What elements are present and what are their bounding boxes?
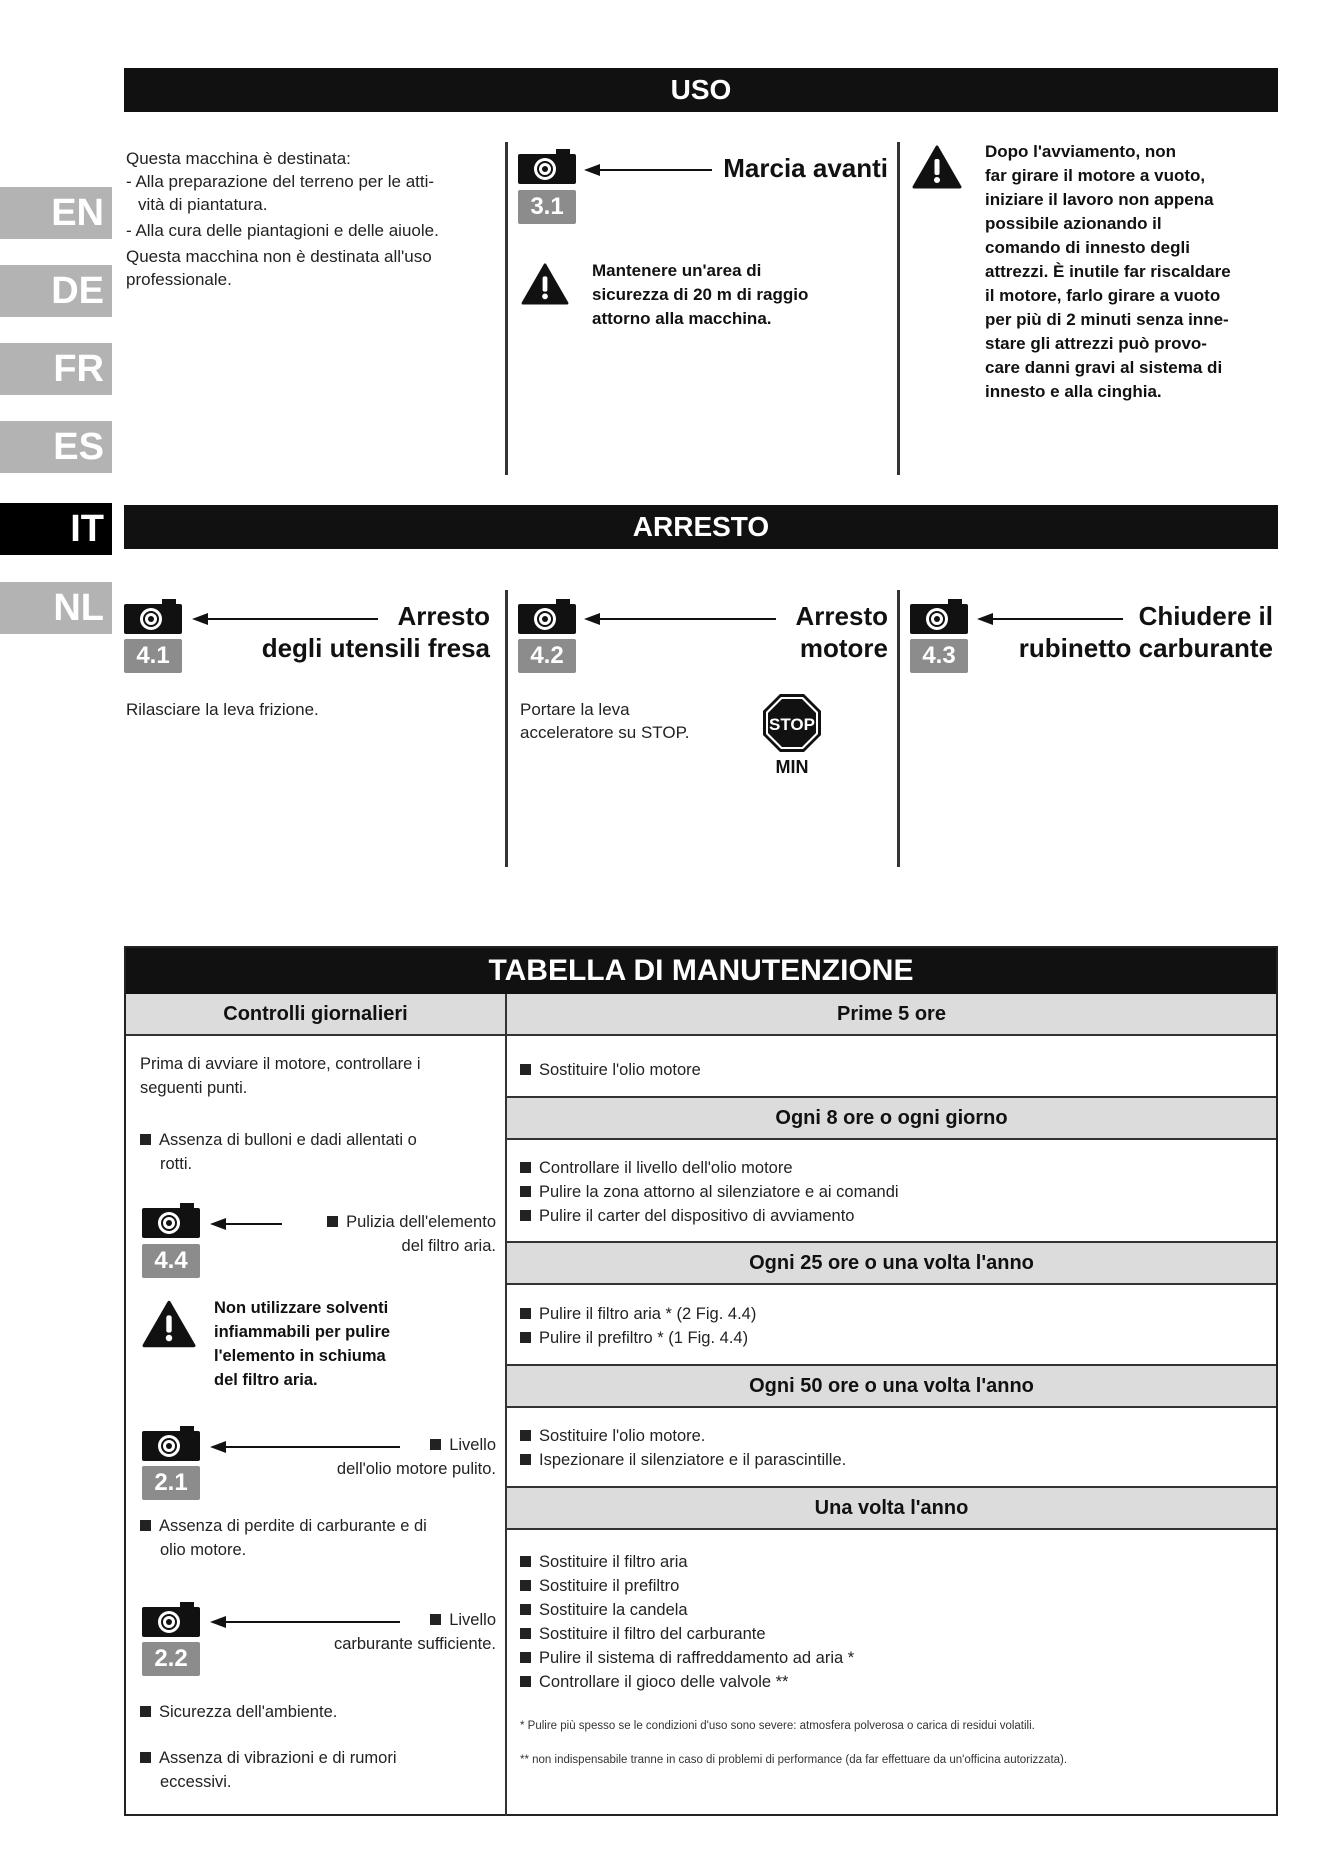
maintenance-item: Pulire il prefiltro * (1 Fig. 4.4): [520, 1326, 748, 1350]
heading-marcia-avanti: Marcia avanti: [723, 153, 888, 183]
arrow-left-icon: [210, 1217, 282, 1231]
lang-tab-fr[interactable]: FR: [0, 343, 112, 395]
bullet-square-icon: [520, 1162, 531, 1173]
warning-line: innesto e alla cinghia.: [985, 382, 1162, 401]
arrow-left-icon: [584, 612, 776, 626]
maintenance-item: Sostituire l'olio motore: [520, 1058, 701, 1082]
maintenance-item: Sostituire il filtro del carburante: [520, 1622, 766, 1646]
section-header: Prime 5 ore: [507, 994, 1276, 1036]
figure-number-badge: 4.3: [910, 639, 968, 673]
stop-sign-icon: [762, 693, 822, 753]
warning-line: comando di innesto degli: [985, 238, 1190, 257]
left-intro: Prima di avviare il motore, controllare i seguenti punti.: [140, 1055, 421, 1097]
camera-icon: [142, 1425, 200, 1461]
warning-line: attrezzi. È inutile far riscaldare: [985, 262, 1231, 281]
figure-number-badge: 4.1: [124, 639, 182, 673]
left-check-leaks: Assenza di perdite di carburante e di olio motore.: [140, 1514, 500, 1562]
figure-number-badge: 2.2: [142, 1642, 200, 1676]
bullet-square-icon: [520, 1186, 531, 1197]
bullet-square-icon: [520, 1064, 531, 1075]
column-divider: [505, 142, 508, 475]
maintenance-item: Ispezionare il silenziatore e il parascintille.: [520, 1448, 846, 1472]
figure-number-badge: 4.4: [142, 1244, 200, 1278]
maintenance-table: [124, 946, 1278, 1816]
maintenance-item: Pulire il sistema di raffreddamento ad aria *: [520, 1646, 854, 1670]
bullet-square-icon: [520, 1580, 531, 1591]
section-header: Ogni 8 ore o ogni giorno: [507, 1096, 1276, 1140]
heading-arresto-motore: Arresto motore: [795, 601, 888, 663]
uso-intro: Questa macchina è destinata:: [126, 149, 351, 168]
lang-tab-es[interactable]: ES: [0, 421, 112, 473]
arresto-motore-text: Portare la leva acceleratore su STOP.: [520, 700, 690, 742]
fig22-caption: Livello carburante sufficiente.: [333, 1611, 496, 1653]
camera-icon: [518, 148, 576, 184]
column-divider: [505, 590, 508, 867]
bullet-square-icon: [140, 1706, 151, 1717]
maintenance-item: Pulire il carter del dispositivo di avviamento: [520, 1204, 854, 1228]
fig44-caption: Pulizia dell'elemento del filtro aria.: [276, 1210, 496, 1258]
fig21-caption: Livello dell'olio motore pulito.: [336, 1436, 496, 1478]
lang-tab-en[interactable]: EN: [0, 187, 112, 239]
heading-chiudere-rubinetto: Chiudere il rubinetto carburante: [1018, 601, 1273, 663]
warning-line: care danni gravi al sistema di: [985, 358, 1223, 377]
heading-arresto-utensili: Arresto degli utensili fresa: [261, 601, 490, 663]
camera-icon: [518, 598, 576, 634]
warning-line: stare gli attrezzi può provo-: [985, 334, 1207, 353]
maintenance-item: Controllare il livello dell'olio motore: [520, 1156, 793, 1180]
min-label: MIN: [775, 757, 809, 777]
maintenance-item: Pulire la zona attorno al silenziatore e ai comandi: [520, 1180, 899, 1204]
bullet-square-icon: [520, 1652, 531, 1663]
maintenance-item: Sostituire il prefiltro: [520, 1574, 679, 1598]
uso-item2: - Alla cura delle piantagioni e delle aiuole.: [126, 221, 439, 240]
maintenance-item: Controllare il gioco delle valvole **: [520, 1670, 788, 1694]
footnote-2: ** non indispensabile tranne in caso di problemi di performance (da far effettuare da un'officina autorizzata).: [520, 1754, 1068, 1766]
bullet-square-icon: [140, 1752, 151, 1763]
bullet-square-icon: [520, 1604, 531, 1615]
bullet-square-icon: [430, 1614, 441, 1625]
bullet-square-icon: [520, 1676, 531, 1687]
bullet-square-icon: [520, 1210, 531, 1221]
uso-item1-line1: - Alla preparazione del terreno per le atti-: [126, 172, 435, 191]
bullet-square-icon: [520, 1430, 531, 1441]
uso-not-intended-line1: Questa macchina non è destinata all'uso: [126, 247, 432, 266]
section-bar-uso: USO: [124, 68, 1278, 112]
warning-line: iniziare il lavoro non appena: [985, 190, 1214, 209]
bullet-square-icon: [140, 1134, 151, 1145]
lang-tab-nl[interactable]: NL: [0, 582, 112, 634]
column-divider: [897, 590, 900, 867]
maintenance-table-title: TABELLA DI MANUTENZIONE: [126, 948, 1276, 994]
camera-icon: [910, 598, 968, 634]
bullet-square-icon: [520, 1628, 531, 1639]
camera-icon: [142, 1601, 200, 1637]
maintenance-item: Sostituire l'olio motore.: [520, 1424, 705, 1448]
bullet-square-icon: [520, 1332, 531, 1343]
bullet-square-icon: [430, 1439, 441, 1450]
figure-number-badge: 3.1: [518, 190, 576, 224]
bullet-square-icon: [520, 1308, 531, 1319]
section-header: Ogni 25 ore o una volta l'anno: [507, 1241, 1276, 1285]
bullet-square-icon: [520, 1454, 531, 1465]
engine-idle-warning: [985, 140, 1285, 404]
column-divider: [897, 142, 900, 475]
warning-icon: [521, 263, 569, 305]
stop-sign-label: STOP: [769, 715, 815, 734]
figure-number-badge: 2.1: [142, 1466, 200, 1500]
warning-icon: [142, 1300, 196, 1348]
section-bar-arresto: ARRESTO: [124, 505, 1278, 549]
warning-line: far girare il motore a vuoto,: [985, 166, 1206, 185]
footnote-1: * Pulire più spesso se le condizioni d'uso sono severe: atmosfera polverosa o carica di residui volatili.: [520, 1720, 1035, 1732]
maintenance-item: Pulire il filtro aria * (2 Fig. 4.4): [520, 1302, 756, 1326]
warning-line: possibile azionando il: [985, 214, 1162, 233]
bullet-square-icon: [140, 1520, 151, 1531]
uso-intro-text: [126, 147, 496, 291]
lang-tab-it[interactable]: IT: [0, 503, 112, 555]
camera-icon: [124, 598, 182, 634]
left-column-header: Controlli giornalieri: [126, 994, 505, 1036]
warning-line: il motore, farlo girare a vuoto: [985, 286, 1221, 305]
warning-icon: [912, 145, 962, 189]
arrow-left-icon: [584, 163, 712, 177]
uso-item1-line2: vità di piantatura.: [138, 195, 268, 214]
warning-line: per più di 2 minuti senza inne-: [985, 310, 1229, 329]
maintenance-item: Sostituire il filtro aria: [520, 1550, 688, 1574]
bullet-square-icon: [520, 1556, 531, 1567]
solvent-warning: Non utilizzare solventi infiammabili per pulire l'elemento in schiuma del filtro aria.: [214, 1299, 391, 1389]
left-check-bolts: Assenza di bulloni e dadi allentati o rotti.: [140, 1128, 500, 1176]
section-header: Ogni 50 ore o una volta l'anno: [507, 1364, 1276, 1408]
warning-line: Dopo l'avviamento, non: [985, 142, 1177, 161]
camera-icon: [142, 1202, 200, 1238]
safety-area-note: Mantenere un'area di sicurezza di 20 m di raggio attorno alla macchina.: [592, 261, 809, 328]
bullet-square-icon: [327, 1216, 338, 1227]
left-check-vibrations: Assenza di vibrazioni e di rumori eccessivi.: [140, 1746, 500, 1794]
arresto-utensili-text: Rilasciare la leva frizione.: [126, 700, 319, 719]
figure-number-badge: 4.2: [518, 639, 576, 673]
left-check-environment: Sicurezza dell'ambiente.: [140, 1700, 500, 1724]
lang-tab-de[interactable]: DE: [0, 265, 112, 317]
section-header: Una volta l'anno: [507, 1486, 1276, 1530]
maintenance-item: Sostituire la candela: [520, 1598, 688, 1622]
uso-not-intended-line2: professionale.: [126, 270, 232, 289]
